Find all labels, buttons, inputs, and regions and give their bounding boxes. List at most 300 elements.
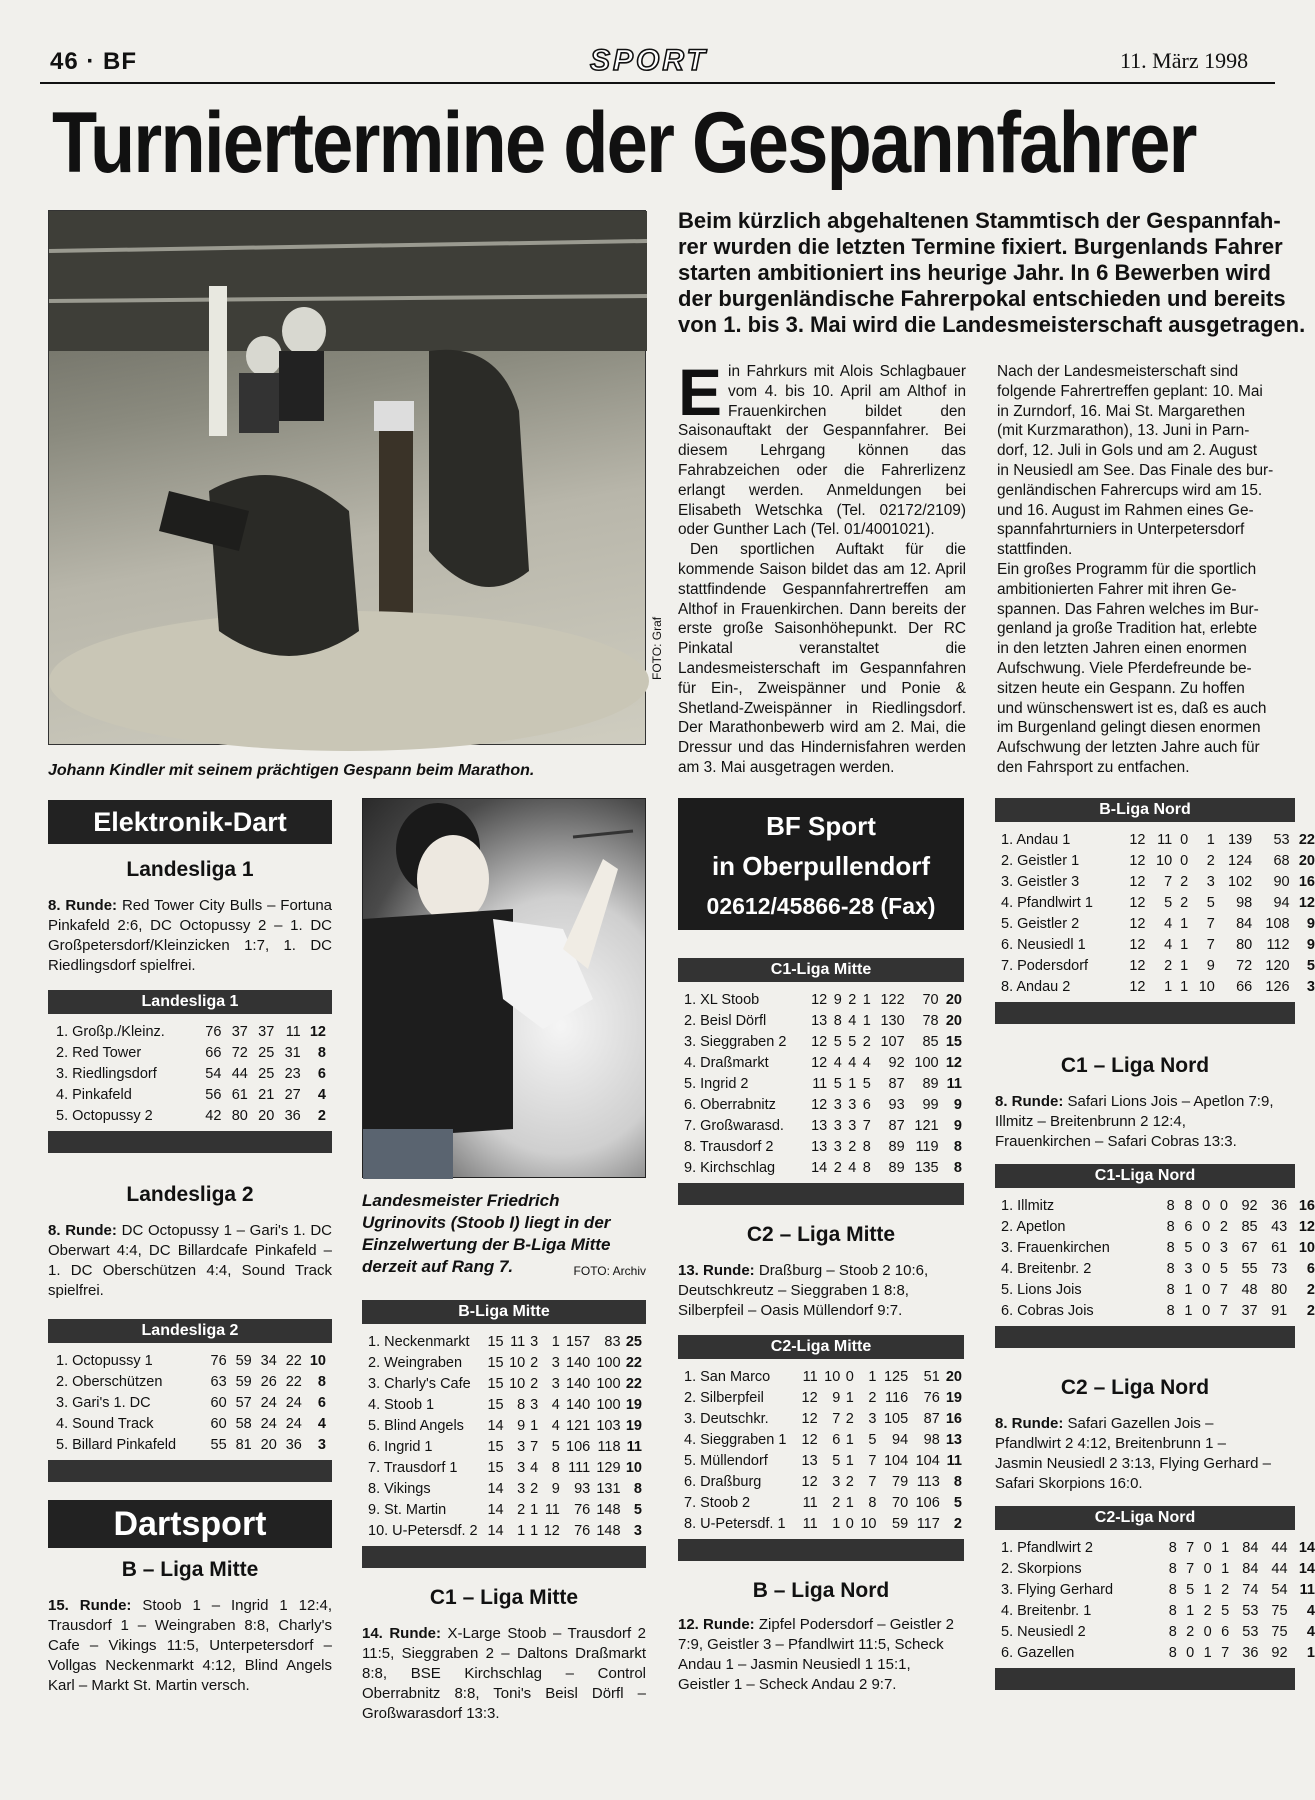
table-footer-bar xyxy=(362,1546,646,1568)
stat-cell: 60 xyxy=(210,1416,227,1432)
stat-cell: 3 xyxy=(517,1481,526,1497)
stat-cell: 5 xyxy=(832,1453,841,1469)
points-cell: 5 xyxy=(1306,958,1315,974)
b-liga-mitte-table xyxy=(362,1324,646,1546)
stat-cell: 0 xyxy=(1219,1198,1228,1214)
table-footer-bar xyxy=(995,1002,1295,1024)
stat-cell: 31 xyxy=(284,1045,301,1061)
round-label: 13. Runde: xyxy=(678,1262,755,1279)
stat-cell: 44 xyxy=(1271,1540,1288,1556)
stat-cell: 36 xyxy=(284,1108,301,1124)
stat-cell: 14 xyxy=(487,1481,504,1497)
c1-liga-mitte-table-title: C1-Liga Mitte xyxy=(678,958,964,982)
fax-line-3: 02612/45866-28 (Fax) xyxy=(706,893,936,919)
points-cell: 19 xyxy=(945,1390,962,1406)
team-name: 4. Draßmarkt xyxy=(684,1055,769,1071)
table-footer-bar xyxy=(48,1131,332,1153)
points-cell: 9 xyxy=(953,1118,962,1134)
stat-cell: 120 xyxy=(1265,958,1290,974)
table-row xyxy=(1001,935,1315,956)
stat-cell: 11 xyxy=(812,1076,828,1092)
team-name: 2. Red Tower xyxy=(56,1045,142,1061)
stat-cell: 1 xyxy=(1184,1282,1193,1298)
stat-cell: 0 xyxy=(1202,1282,1211,1298)
round-text: Stoob 1 – Ingrid 1 12:4, Trausdorf 1 – Weingraben 8:8, Charly's Cafe – Vikings 11:5, Unterpetersdorf – Vollgas Neckenmarkt 4:12, Blind Angels Karl – Markt St. Martin versch. xyxy=(48,1597,332,1694)
stat-cell: 98 xyxy=(923,1432,940,1448)
stat-cell: 5 xyxy=(1221,1603,1230,1619)
stat-cell: 91 xyxy=(1271,1303,1288,1319)
stat-cell: 87 xyxy=(923,1411,940,1427)
team-name: 6. Cobras Jois xyxy=(1001,1303,1094,1319)
team-name: 3. Flying Gerhard xyxy=(1001,1582,1114,1598)
stat-cell: 5 xyxy=(551,1439,560,1455)
team-name: 4. Breitenbr. 1 xyxy=(1001,1603,1092,1619)
stat-cell: 0 xyxy=(1202,1240,1211,1256)
stat-cell: 140 xyxy=(566,1397,591,1413)
stat-cell: 139 xyxy=(1228,832,1253,848)
stat-cell: 100 xyxy=(596,1376,621,1392)
table-row xyxy=(1001,1280,1315,1301)
stat-cell: 37 xyxy=(231,1024,248,1040)
round-text: Safari Lions Jois – Apetlon 7:9, Illmitz – Breitenbrunn 2 12:4, Frauenkirchen – Safari Cobras 13:3. xyxy=(995,1093,1274,1150)
landesliga-1-table xyxy=(48,1014,332,1131)
stat-cell: 10 xyxy=(1156,853,1173,869)
stat-cell: 6 xyxy=(832,1432,841,1448)
c2-liga-mitte-results xyxy=(678,1261,964,1321)
article-line: dorf, 12. Juli in Gols und am 2. August xyxy=(997,442,1258,460)
stat-cell: 7 xyxy=(832,1411,841,1427)
stat-cell: 76 xyxy=(574,1523,591,1539)
c1-liga-nord-table xyxy=(995,1188,1315,1326)
article-line: im Burgenland gelingt diesen enormen xyxy=(997,719,1261,737)
b-liga-mitte-table-title: B-Liga Mitte xyxy=(362,1300,646,1324)
stat-cell: 8 xyxy=(862,1160,871,1176)
stat-cell: 5 xyxy=(848,1034,857,1050)
b-liga-nord-table-title: B-Liga Nord xyxy=(995,798,1295,822)
stat-cell: 13 xyxy=(811,1139,828,1155)
stat-cell: 24 xyxy=(260,1416,277,1432)
stat-cell: 1 xyxy=(1180,937,1189,953)
stat-cell: 0 xyxy=(1186,1645,1195,1661)
table-row xyxy=(1001,851,1315,872)
team-name: 5. Ingrid 2 xyxy=(684,1076,749,1092)
stat-cell: 10 xyxy=(509,1376,526,1392)
stat-cell: 8 xyxy=(1168,1645,1177,1661)
stat-cell: 3 xyxy=(868,1411,877,1427)
stat-cell: 5 xyxy=(833,1076,842,1092)
stat-cell: 122 xyxy=(880,992,905,1008)
stat-cell: 119 xyxy=(915,1139,939,1155)
points-cell: 2 xyxy=(953,1516,962,1532)
stat-cell: 8 xyxy=(1166,1240,1175,1256)
team-name: 1. Neckenmarkt xyxy=(368,1334,470,1350)
team-name: 1. Andau 1 xyxy=(1001,832,1071,848)
stat-cell: 102 xyxy=(1228,874,1253,890)
table-row xyxy=(684,1095,962,1116)
points-cell: 4 xyxy=(317,1087,326,1103)
stat-cell: 2 xyxy=(862,1034,871,1050)
table-row xyxy=(1001,830,1315,851)
stat-cell: 72 xyxy=(231,1045,248,1061)
round-label: 8. Runde: xyxy=(995,1093,1064,1110)
lead-line: von 1. bis 3. Mai wird die Landesmeisterschaft ausgetragen. xyxy=(678,312,1306,337)
table-row xyxy=(1001,1622,1315,1643)
team-name: 2. Beisl Dörfl xyxy=(684,1013,767,1029)
stat-cell: 2 xyxy=(833,1160,842,1176)
stat-cell: 8 xyxy=(1168,1582,1177,1598)
stat-cell: 148 xyxy=(596,1523,621,1539)
stat-cell: 1 xyxy=(832,1516,841,1532)
stat-cell: 11 xyxy=(802,1369,818,1385)
stat-cell: 83 xyxy=(604,1334,621,1350)
b-liga-nord-results xyxy=(678,1615,964,1695)
stat-cell: 76 xyxy=(574,1502,591,1518)
stat-cell: 80 xyxy=(1236,937,1253,953)
stat-cell: 4 xyxy=(1164,937,1173,953)
stat-cell: 100 xyxy=(914,1055,939,1071)
team-name: 8. Andau 2 xyxy=(1001,979,1071,995)
stat-cell: 8 xyxy=(517,1397,526,1413)
stat-cell: 74 xyxy=(1242,1582,1259,1598)
stat-cell: 87 xyxy=(888,1076,905,1092)
stat-cell: 92 xyxy=(1241,1198,1258,1214)
fax-line-1: BF Sport xyxy=(766,811,876,841)
carriage-illustration xyxy=(49,211,647,746)
stat-cell: 1 xyxy=(1184,1303,1193,1319)
stat-cell: 1 xyxy=(868,1369,877,1385)
stat-cell: 1 xyxy=(848,1076,857,1092)
stat-cell: 15 xyxy=(487,1397,504,1413)
points-cell: 9 xyxy=(1306,916,1315,932)
fax-line-2: in Oberpullendorf xyxy=(711,851,931,881)
points-cell: 3 xyxy=(1306,979,1315,995)
stat-cell: 130 xyxy=(880,1013,905,1029)
table-row xyxy=(684,1011,962,1032)
standings-table xyxy=(56,1351,326,1456)
c2-liga-mitte-table xyxy=(678,1359,964,1539)
stat-cell: 21 xyxy=(258,1087,275,1103)
stat-cell: 48 xyxy=(1241,1282,1258,1298)
stat-cell: 12 xyxy=(811,1055,828,1071)
table-row xyxy=(1001,956,1315,977)
stat-cell: 121 xyxy=(914,1118,939,1134)
points-cell: 5 xyxy=(953,1495,962,1511)
stat-cell: 1 xyxy=(862,1013,871,1029)
standings-table xyxy=(56,1022,326,1127)
team-name: 7. Großwarasd. xyxy=(684,1118,784,1134)
points-cell: 2 xyxy=(317,1108,326,1124)
stat-cell: 12 xyxy=(1129,832,1146,848)
table-row xyxy=(56,1022,326,1043)
stat-cell: 107 xyxy=(880,1034,905,1050)
round-label: 12. Runde: xyxy=(678,1616,755,1633)
stat-cell: 12 xyxy=(1129,916,1146,932)
stat-cell: 25 xyxy=(258,1045,275,1061)
team-name: 5. Octopussy 2 xyxy=(56,1108,153,1124)
stat-cell: 14 xyxy=(487,1502,504,1518)
table-row xyxy=(684,1032,962,1053)
stat-cell: 61 xyxy=(1271,1240,1288,1256)
round-label: 15. Runde: xyxy=(48,1597,132,1614)
table-row xyxy=(684,1074,962,1095)
team-name: 5. Lions Jois xyxy=(1001,1282,1082,1298)
article-line: stattfinden. xyxy=(997,541,1073,559)
stat-cell: 8 xyxy=(1168,1540,1177,1556)
stat-cell: 36 xyxy=(1271,1198,1288,1214)
stat-cell: 1 xyxy=(1203,1645,1212,1661)
stat-cell: 3 xyxy=(1219,1240,1228,1256)
standings-table xyxy=(684,990,962,1179)
points-cell: 10 xyxy=(1298,1240,1315,1256)
stat-cell: 1 xyxy=(1203,1582,1212,1598)
stat-cell: 1 xyxy=(1180,916,1189,932)
header-rule xyxy=(40,82,1275,84)
stat-cell: 20 xyxy=(260,1437,277,1453)
stat-cell: 34 xyxy=(260,1353,277,1369)
landesliga-2-heading: Landesliga 2 xyxy=(126,1183,254,1206)
stat-cell: 99 xyxy=(922,1097,939,1113)
table-row xyxy=(684,1053,962,1074)
stat-cell: 116 xyxy=(885,1390,909,1406)
stat-cell: 89 xyxy=(888,1160,905,1176)
stat-cell: 11 xyxy=(285,1024,301,1040)
stat-cell: 106 xyxy=(566,1439,591,1455)
stat-cell: 70 xyxy=(892,1495,909,1511)
dart-photo-caption xyxy=(362,1190,646,1282)
team-name: 7. Stoob 2 xyxy=(684,1495,751,1511)
stat-cell: 90 xyxy=(1273,874,1290,890)
stat-cell: 2 xyxy=(530,1376,539,1392)
stat-cell: 2 xyxy=(1180,895,1189,911)
table-row xyxy=(368,1521,642,1542)
team-name: 7. Trausdorf 1 xyxy=(368,1460,458,1476)
table-footer-bar xyxy=(995,1668,1295,1690)
team-name: 2. Silberpfeil xyxy=(684,1390,764,1406)
points-cell: 11 xyxy=(1299,1582,1315,1598)
article-line: spannen. Das Fahren welches im Bur- xyxy=(997,600,1259,618)
round-text: Zipfel Podersdorf – Geistler 2 7:9, Geistler 3 – Pfandlwirt 11:5, Scheck Andau 1 – Jasmin Neusiedl 1 15:1, Geistler 1 – Scheck Andau 2 9:7. xyxy=(678,1616,954,1693)
page-number: 46 · BF xyxy=(50,48,138,75)
table-row xyxy=(1001,1538,1315,1559)
stat-cell: 157 xyxy=(566,1334,591,1350)
team-name: 6. Neusiedl 1 xyxy=(1001,937,1086,953)
stat-cell: 44 xyxy=(1271,1561,1288,1577)
stat-cell: 60 xyxy=(210,1395,227,1411)
stat-cell: 121 xyxy=(566,1418,591,1434)
stat-cell: 76 xyxy=(923,1390,940,1406)
stat-cell: 59 xyxy=(235,1353,252,1369)
issue-date: 11. März 1998 xyxy=(1120,48,1249,73)
nord-column xyxy=(995,798,1315,1690)
team-name: 8. Trausdorf 2 xyxy=(684,1139,774,1155)
stat-cell: 3 xyxy=(833,1118,842,1134)
article-line: genland ja große Tradition hat, erlebte xyxy=(997,620,1258,638)
stat-cell: 20 xyxy=(258,1108,275,1124)
standings-table xyxy=(684,1367,962,1535)
points-cell: 22 xyxy=(625,1355,642,1371)
article-line: den Fahrsport zu entfachen. xyxy=(997,758,1190,776)
stat-cell: 23 xyxy=(284,1066,301,1082)
c1-liga-nord-table-title: C1-Liga Nord xyxy=(995,1164,1295,1188)
stat-cell: 0 xyxy=(1202,1303,1211,1319)
stat-cell: 37 xyxy=(1241,1303,1258,1319)
stat-cell: 11 xyxy=(802,1516,818,1532)
stat-cell: 105 xyxy=(883,1411,909,1427)
team-name: 2. Weingraben xyxy=(368,1355,463,1371)
points-cell: 16 xyxy=(1298,1198,1315,1214)
stat-cell: 6 xyxy=(862,1097,871,1113)
stat-cell: 4 xyxy=(551,1418,560,1434)
points-cell: 6 xyxy=(317,1066,326,1082)
photo-credit-archive: FOTO: Archiv xyxy=(573,1264,646,1278)
stat-cell: 8 xyxy=(1168,1603,1177,1619)
article-column-2 xyxy=(997,362,1275,778)
points-cell: 3 xyxy=(317,1437,326,1453)
stat-cell: 118 xyxy=(597,1439,621,1455)
article-line: sitzen heute ein Gespann. Zu hoffen xyxy=(997,679,1245,697)
stat-cell: 68 xyxy=(1273,853,1290,869)
stat-cell: 1 xyxy=(845,1390,854,1406)
article-line: Nach der Landesmeisterschaft sind xyxy=(997,363,1239,380)
team-name: 4. Pinkafeld xyxy=(56,1087,132,1103)
stat-cell: 67 xyxy=(1241,1240,1258,1256)
stat-cell: 87 xyxy=(888,1118,905,1134)
stat-cell: 8 xyxy=(1184,1198,1193,1214)
stat-cell: 12 xyxy=(811,992,828,1008)
stat-cell: 3 xyxy=(848,1118,857,1134)
stat-cell: 3 xyxy=(848,1097,857,1113)
team-name: 4. Sieggraben 1 xyxy=(684,1432,787,1448)
team-name: 3. Gari's 1. DC xyxy=(56,1395,151,1411)
table-row xyxy=(1001,914,1315,935)
stat-cell: 8 xyxy=(1166,1303,1175,1319)
stat-cell: 14 xyxy=(811,1160,828,1176)
table-row xyxy=(1001,1259,1315,1280)
stat-cell: 7 xyxy=(1186,1561,1195,1577)
stat-cell: 11 xyxy=(544,1502,560,1518)
stat-cell: 9 xyxy=(833,992,842,1008)
stat-cell: 92 xyxy=(888,1055,905,1071)
stat-cell: 1 xyxy=(551,1334,560,1350)
table-row xyxy=(684,1493,962,1514)
stat-cell: 7 xyxy=(1219,1282,1228,1298)
points-cell: 22 xyxy=(1298,832,1315,848)
stat-cell: 0 xyxy=(1180,832,1189,848)
stat-cell: 5 xyxy=(1206,895,1215,911)
stat-cell: 4 xyxy=(833,1055,842,1071)
dart-player-illustration xyxy=(363,799,647,1179)
stat-cell: 100 xyxy=(596,1397,621,1413)
table-row xyxy=(1001,1601,1315,1622)
article-column-1 xyxy=(678,355,966,778)
points-cell: 20 xyxy=(945,1013,962,1029)
stat-cell: 0 xyxy=(1203,1540,1212,1556)
stat-cell: 66 xyxy=(205,1045,222,1061)
table-row xyxy=(368,1458,642,1479)
stat-cell: 11 xyxy=(510,1334,526,1350)
stat-cell: 12 xyxy=(811,1034,828,1050)
table-row xyxy=(1001,872,1315,893)
stat-cell: 59 xyxy=(892,1516,909,1532)
points-cell: 19 xyxy=(625,1418,642,1434)
points-cell: 4 xyxy=(1306,1624,1315,1640)
stat-cell: 11 xyxy=(1157,832,1173,848)
table-footer-bar xyxy=(678,1539,964,1561)
stat-cell: 84 xyxy=(1236,916,1253,932)
team-name: 3. Charly's Cafe xyxy=(368,1376,471,1392)
stat-cell: 3 xyxy=(517,1460,526,1476)
points-cell: 11 xyxy=(626,1439,642,1455)
stat-cell: 79 xyxy=(892,1474,909,1490)
stat-cell: 15 xyxy=(487,1355,504,1371)
round-text: X-Large Stoob – Trausdorf 2 11:5, Sieggraben 2 – Daltons Draßmarkt 8:8, BSE Kirchschlag – Control Oberrabnitz 8:8, Toni's Beisl Dörfl – Großwarasdorf 13:3. xyxy=(362,1625,647,1722)
stat-cell: 1 xyxy=(1221,1540,1230,1556)
stat-cell: 111 xyxy=(568,1460,591,1476)
stat-cell: 10 xyxy=(824,1369,841,1385)
stat-cell: 12 xyxy=(801,1432,818,1448)
stat-cell: 81 xyxy=(235,1437,252,1453)
points-cell: 3 xyxy=(633,1523,642,1539)
table-row xyxy=(1001,1643,1315,1664)
team-name: 5. Blind Angels xyxy=(368,1418,464,1434)
stat-cell: 2 xyxy=(848,1139,857,1155)
stat-cell: 112 xyxy=(1266,937,1290,953)
stat-cell: 103 xyxy=(596,1418,621,1434)
team-name: 1. Großp./Kleinz. xyxy=(56,1024,165,1040)
stat-cell: 104 xyxy=(915,1453,940,1469)
stat-cell: 76 xyxy=(210,1353,227,1369)
stat-cell: 93 xyxy=(888,1097,905,1113)
stat-cell: 0 xyxy=(1203,1624,1212,1640)
article-lead xyxy=(678,208,1306,338)
article-line: folgende Fahrertreffen geplant: 10. Mai xyxy=(997,382,1263,400)
stat-cell: 8 xyxy=(1168,1561,1177,1577)
stat-cell: 11 xyxy=(802,1495,818,1511)
stat-cell: 7 xyxy=(1221,1645,1230,1661)
stat-cell: 43 xyxy=(1271,1219,1288,1235)
points-cell: 2 xyxy=(1306,1282,1315,1298)
team-name: 6. Ingrid 1 xyxy=(368,1439,433,1455)
standings-table xyxy=(1001,1538,1315,1664)
stat-cell: 8 xyxy=(833,1013,842,1029)
stat-cell: 129 xyxy=(596,1460,621,1476)
team-name: 7. Podersdorf xyxy=(1001,958,1089,974)
stat-cell: 1 xyxy=(845,1453,854,1469)
round-label: 8. Runde: xyxy=(48,1222,117,1239)
table-row xyxy=(684,1430,962,1451)
stat-cell: 15 xyxy=(487,1334,504,1350)
stat-cell: 8 xyxy=(551,1460,560,1476)
stat-cell: 2 xyxy=(517,1502,526,1518)
stat-cell: 3 xyxy=(833,1139,842,1155)
round-text: Red Tower City Bulls – Fortuna Pinkafeld 2:6, DC Octopussy 2 – 1. DC Großpetersdorf/Kleinzicken 1:7, 1. DC Riedlingsdorf spielfrei. xyxy=(48,897,333,974)
team-name: 6. Oberrabnitz xyxy=(684,1097,776,1113)
stat-cell: 12 xyxy=(1129,937,1146,953)
stat-cell: 9 xyxy=(517,1418,526,1434)
points-cell: 6 xyxy=(1306,1261,1315,1277)
stat-cell: 104 xyxy=(883,1453,909,1469)
team-name: 1. Octopussy 1 xyxy=(56,1353,153,1369)
stat-cell: 24 xyxy=(260,1395,277,1411)
team-name: 1. Illmitz xyxy=(1001,1198,1055,1214)
table-row xyxy=(56,1085,326,1106)
team-name: 1. XL Stoob xyxy=(684,992,760,1008)
table-row xyxy=(368,1374,642,1395)
points-cell: 12 xyxy=(1298,895,1315,911)
c1-liga-nord-results xyxy=(995,1092,1277,1152)
stat-cell: 5 xyxy=(833,1034,842,1050)
team-name: 5. Billard Pinkafeld xyxy=(56,1437,177,1453)
